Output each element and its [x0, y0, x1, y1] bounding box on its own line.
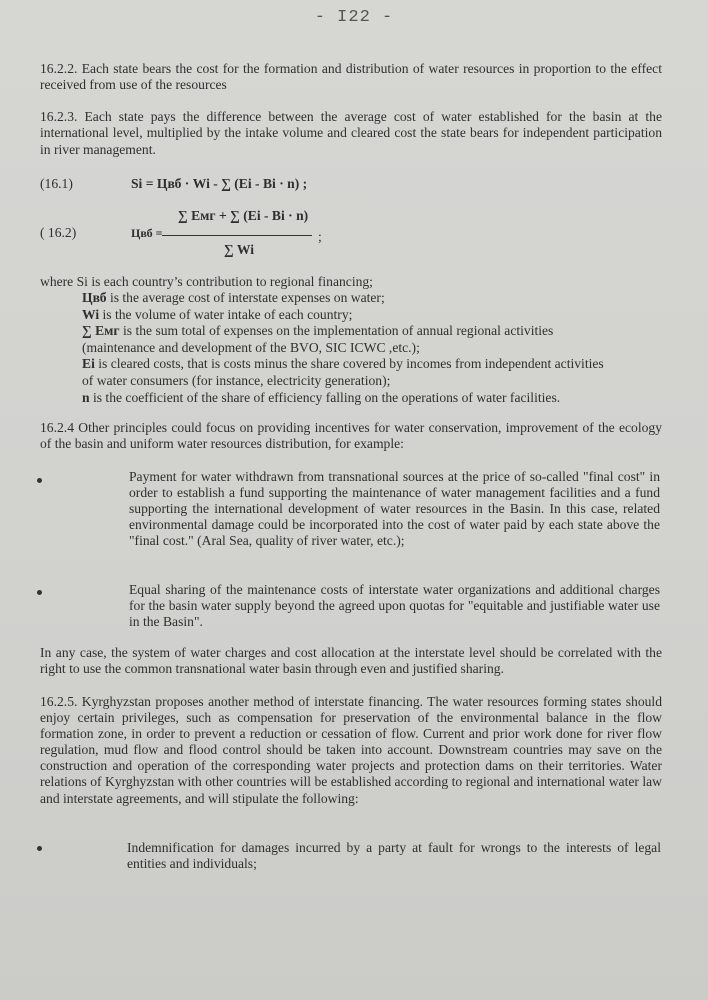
- bullet-item-1: Payment for water withdrawn from transnational sources at the price of so-called "final cost" in order to establish a fund supporting the maintenance of water management facilities and a fund supporting the international development of water resources in the Basin. In this case, related environmental damage could be incorporated into the cost of water paid by each state above the "final cost." (Aral Sea, quality of river water, etc.);: [129, 469, 660, 548]
- bullet-item-2: Equal sharing of the maintenance costs of interstate water organizations and additional charges for the basin water supply beyond the agreed upon quotas for "equitable and justifiable water use in the Basin".: [129, 582, 660, 629]
- definition-symbol: Ei: [82, 356, 95, 372]
- paragraph-16-2-2: 16.2.2. Each state bears the cost for the formation and distribution of water resources in proportion to the effect received from use of the resources: [40, 61, 662, 93]
- definition-text: is the sum total of expenses on the implementation of annual regional activities: [119, 323, 554, 339]
- definition-text: (maintenance and development of the BVO, SIC ICWC ,etc.);: [82, 339, 420, 355]
- formula-16-1: Si = Цвб · Wi - ∑ (Ei - Bi · n) ;: [131, 176, 308, 191]
- definition-text: is the volume of water intake of each country;: [99, 306, 353, 322]
- definition-symbol: Цвб: [82, 290, 107, 305]
- fraction-bar: [162, 235, 312, 236]
- definition-item: [82, 323, 664, 340]
- formula-16-2-denominator: ∑ Wi: [224, 242, 254, 257]
- bullet-dot: [37, 478, 42, 483]
- paragraph-16-2-5: 16.2.5. Kyrghyzstan proposes another method of interstate financing. The water resources forming states should enjoy certain privileges, such as compensation for preservation of the environmental balance in the flow formation zone, in order to prevent a reduction or cessation of flow. Current and prior work done for river flow regulation, mud flow and flood control should be taken into account. Downstream countries may save on the construction and operation of the corresponding water projects and protection dams on their territories. Water relations of Kyrghyzstan with other countries will be established according to regional and international water law and interstate agreements, and will stipulate the following:: [40, 694, 662, 806]
- definition-item: [82, 290, 664, 307]
- paragraph-16-2-4: 16.2.4 Other principles could focus on providing incentives for water conservation, improvement of the ecology of the basin and uniform water resources distribution, for example:: [40, 420, 662, 452]
- where-line: where Si is each country’s contribution to regional financing;: [40, 274, 373, 289]
- page-number: - I22 -: [314, 8, 394, 27]
- formula-16-1-label: (16.1): [40, 176, 73, 191]
- bullet-dot: [37, 590, 42, 595]
- definition-item: [82, 373, 664, 390]
- bullet-dot: [37, 846, 42, 851]
- definition-symbol: ∑ Емг: [82, 323, 120, 339]
- definition-text: is the coefficient of the share of efficiency falling on the operations of water facilities.: [89, 389, 561, 405]
- paragraph-any-case: In any case, the system of water charges and cost allocation at the interstate level should be correlated with the right to use the common transnational water basin through even and justified sharing.: [40, 645, 662, 677]
- definition-item: [82, 340, 664, 357]
- definition-item: [82, 356, 664, 373]
- definitions-list: [82, 290, 664, 406]
- definition-text: is cleared costs, that is costs minus the share covered by incomes from independent activities: [94, 356, 604, 372]
- formula-16-2-tail: ;: [318, 229, 322, 244]
- definition-symbol: n: [82, 389, 90, 405]
- bullet-item-3: Indemnification for damages incurred by a party at fault for wrongs to the interests of legal entities and individuals;: [127, 840, 661, 871]
- definition-symbol: Wi: [82, 306, 100, 322]
- formula-16-2-label: ( 16.2): [40, 225, 77, 240]
- formula-16-2-lhs: Цвб =: [131, 226, 163, 240]
- formula-16-2-numerator: ∑ Емг + ∑ (Ei - Bi · n): [178, 208, 309, 223]
- paragraph-16-2-3: 16.2.3. Each state pays the difference between the average cost of water established for the basin at the international level, multiplied by the intake volume and cleared cost the state bears for independent participation in river management.: [40, 109, 662, 157]
- definition-item: [82, 307, 664, 324]
- definition-text: of water consumers (for instance, electricity generation);: [82, 372, 391, 388]
- definition-item: [82, 390, 664, 407]
- definition-text: is the average cost of interstate expenses on water;: [106, 290, 385, 305]
